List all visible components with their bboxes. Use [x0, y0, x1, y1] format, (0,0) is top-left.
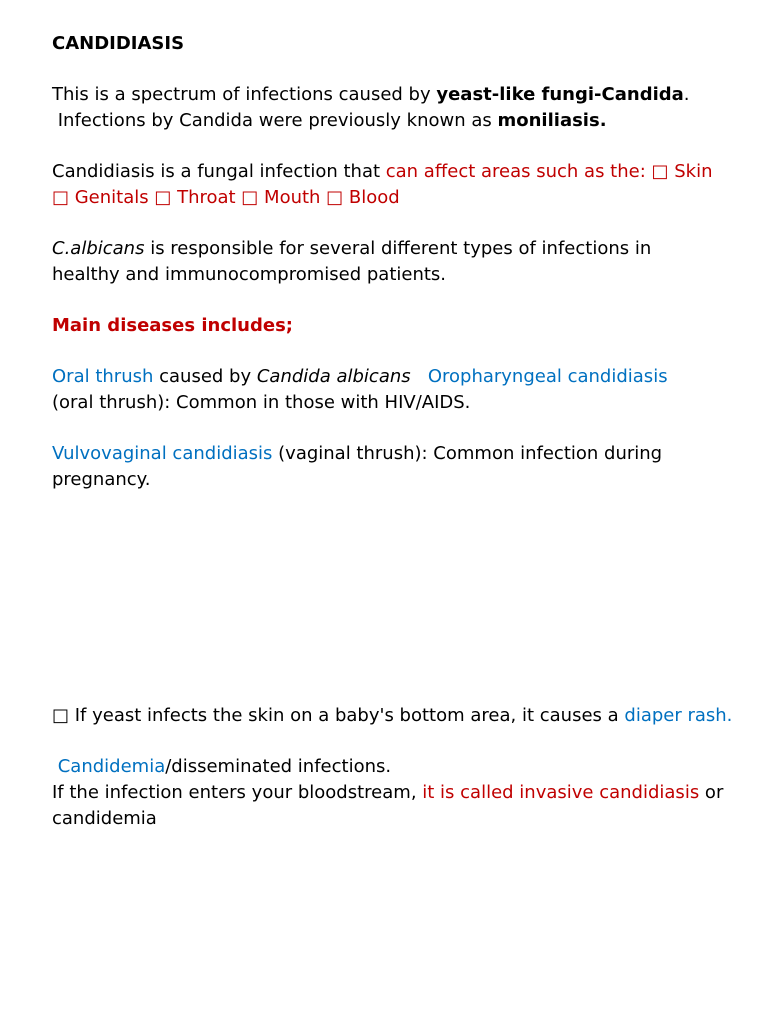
vulvovaginal-term: Vulvovaginal candidiasis: [52, 443, 273, 464]
candidemia-line-3: candidemia: [52, 808, 157, 829]
candidemia-term: Candidemia: [52, 756, 166, 777]
albicans-line-1: [52, 236, 651, 262]
candidemia-text: /disseminated infections.: [165, 756, 392, 777]
areas-line-1: [52, 159, 712, 185]
areas-highlight: can affect areas such as the: □ Skin: [385, 161, 713, 182]
moniliasis-term: moniliasis.: [497, 110, 607, 131]
diaper-rash-term: diaper rash.: [624, 705, 733, 726]
bloodstream-text: If the infection enters your bloodstream,: [52, 782, 423, 803]
vulvo-line-1: [52, 441, 662, 467]
intro-emphasis: yeast-like fungi-Candida: [436, 84, 684, 105]
candidemia-line-2: [52, 780, 723, 806]
vulvo-line-2: pregnancy.: [52, 469, 151, 490]
oral-spacer: [411, 366, 428, 387]
vulvo-text: (vaginal thrush): Common infection during: [272, 443, 663, 464]
albicans-term: C.albicans: [52, 238, 145, 259]
or-text: or: [699, 782, 724, 803]
main-diseases-heading: Main diseases includes;: [52, 315, 293, 336]
oropharyngeal-term: Oropharyngeal candidiasis: [427, 366, 668, 387]
areas-text: Candidiasis is a fungal infection that: [52, 161, 386, 182]
albicans-line-2: healthy and immunocompromised patients.: [52, 264, 447, 285]
intro-text: This is a spectrum of infections caused by: [52, 84, 437, 105]
intro-period: .: [683, 84, 690, 105]
intro-line-1: [52, 82, 690, 108]
invasive-candidiasis-term: it is called invasive candidiasis: [422, 782, 700, 803]
candida-albicans-term: Candida albicans: [256, 366, 411, 387]
diaper-text: □ If yeast infects the skin on a baby's bottom area, it causes a: [52, 705, 625, 726]
intro-text-2: Infections by Candida were previously known as: [52, 110, 498, 131]
areas-line-2: □ Genitals □ Throat □ Mouth □ Blood: [52, 187, 400, 208]
oral-line-2: (oral thrush): Common in those with HIV/AIDS.: [52, 392, 471, 413]
diaper-line: [52, 703, 732, 729]
oral-line-1: [52, 364, 668, 390]
candidemia-line-1: [52, 754, 391, 780]
oral-thrush-term: Oral thrush: [52, 366, 154, 387]
page-title: CANDIDIASIS: [52, 33, 185, 54]
oral-text: caused by: [153, 366, 257, 387]
intro-line-2: [52, 108, 607, 134]
albicans-text: is responsible for several different types of infections in: [144, 238, 652, 259]
